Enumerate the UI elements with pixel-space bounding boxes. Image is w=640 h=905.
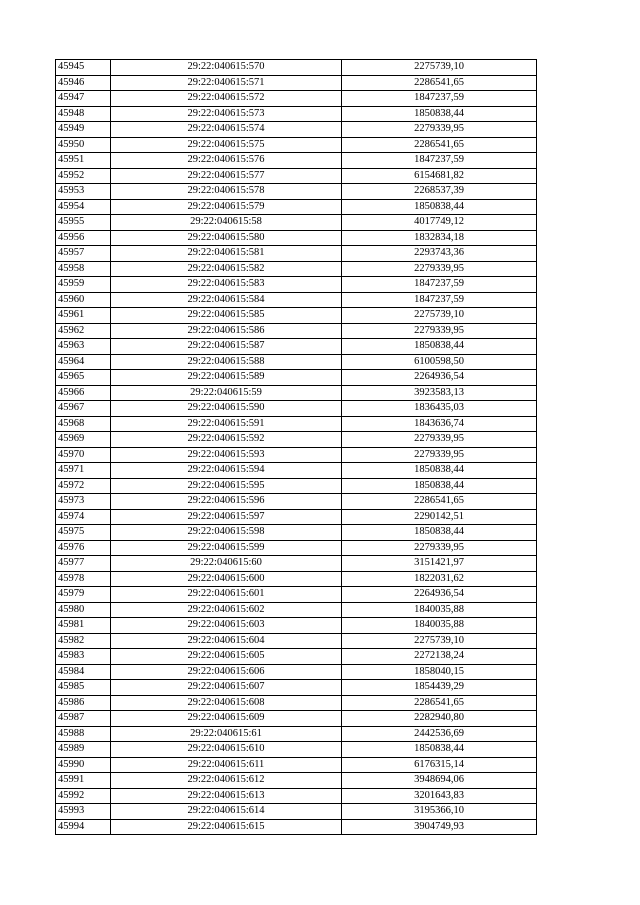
- cadastral-number-cell: 29:22:040615:589: [111, 370, 342, 386]
- table-row: [56, 246, 537, 262]
- cadastral-number-cell: 29:22:040615:609: [111, 711, 342, 727]
- cadastral-number-cell: 29:22:040615:61: [111, 726, 342, 742]
- cadastral-number-cell: 29:22:040615:58: [111, 215, 342, 231]
- cadastral-number-cell: 29:22:040615:605: [111, 649, 342, 665]
- cadastral-number-cell: 29:22:040615:614: [111, 804, 342, 820]
- row-number-cell: 45952: [56, 168, 111, 184]
- row-number-cell: 45951: [56, 153, 111, 169]
- table-row: [56, 292, 537, 308]
- cadastral-number-cell: 29:22:040615:592: [111, 432, 342, 448]
- value-cell: 2279339,95: [342, 540, 537, 556]
- table-row: [56, 633, 537, 649]
- cadastral-value-table: [55, 59, 537, 835]
- row-number-cell: 45960: [56, 292, 111, 308]
- table-row: [56, 742, 537, 758]
- cadastral-number-cell: 29:22:040615:60: [111, 556, 342, 572]
- value-cell: 2268537,39: [342, 184, 537, 200]
- row-number-cell: 45955: [56, 215, 111, 231]
- cadastral-number-cell: 29:22:040615:573: [111, 106, 342, 122]
- table-row: [56, 308, 537, 324]
- cadastral-number-cell: 29:22:040615:594: [111, 463, 342, 479]
- cadastral-number-cell: 29:22:040615:580: [111, 230, 342, 246]
- value-cell: 1850838,44: [342, 742, 537, 758]
- row-number-cell: 45957: [56, 246, 111, 262]
- table-row: [56, 370, 537, 386]
- cadastral-number-cell: 29:22:040615:577: [111, 168, 342, 184]
- row-number-cell: 45953: [56, 184, 111, 200]
- table-row: [56, 199, 537, 215]
- value-cell: 1840035,88: [342, 618, 537, 634]
- value-cell: 2279339,95: [342, 432, 537, 448]
- row-number-cell: 45963: [56, 339, 111, 355]
- cadastral-number-cell: 29:22:040615:602: [111, 602, 342, 618]
- table-row: [56, 525, 537, 541]
- table-row: [56, 726, 537, 742]
- cadastral-number-cell: 29:22:040615:598: [111, 525, 342, 541]
- value-cell: 2264936,54: [342, 370, 537, 386]
- row-number-cell: 45994: [56, 819, 111, 835]
- value-cell: 1850838,44: [342, 478, 537, 494]
- value-cell: 3195366,10: [342, 804, 537, 820]
- table-row: [56, 788, 537, 804]
- row-number-cell: 45948: [56, 106, 111, 122]
- row-number-cell: 45975: [56, 525, 111, 541]
- row-number-cell: 45959: [56, 277, 111, 293]
- table-row: [56, 137, 537, 153]
- value-cell: 2286541,65: [342, 137, 537, 153]
- cadastral-number-cell: 29:22:040615:608: [111, 695, 342, 711]
- value-cell: 3151421,97: [342, 556, 537, 572]
- cadastral-number-cell: 29:22:040615:601: [111, 587, 342, 603]
- value-cell: 1822031,62: [342, 571, 537, 587]
- value-cell: 1858040,15: [342, 664, 537, 680]
- table-row: [56, 680, 537, 696]
- row-number-cell: 45980: [56, 602, 111, 618]
- row-number-cell: 45964: [56, 354, 111, 370]
- cadastral-number-cell: 29:22:040615:606: [111, 664, 342, 680]
- row-number-cell: 45971: [56, 463, 111, 479]
- cadastral-number-cell: 29:22:040615:593: [111, 447, 342, 463]
- cadastral-number-cell: 29:22:040615:612: [111, 773, 342, 789]
- row-number-cell: 45946: [56, 75, 111, 91]
- table-row: [56, 711, 537, 727]
- row-number-cell: 45986: [56, 695, 111, 711]
- value-cell: 6100598,50: [342, 354, 537, 370]
- table-row: [56, 153, 537, 169]
- value-cell: 2286541,65: [342, 75, 537, 91]
- table-row: [56, 757, 537, 773]
- cadastral-number-cell: 29:22:040615:610: [111, 742, 342, 758]
- cadastral-number-cell: 29:22:040615:582: [111, 261, 342, 277]
- row-number-cell: 45966: [56, 385, 111, 401]
- row-number-cell: 45993: [56, 804, 111, 820]
- cadastral-number-cell: 29:22:040615:603: [111, 618, 342, 634]
- value-cell: 1847237,59: [342, 153, 537, 169]
- cadastral-number-cell: 29:22:040615:595: [111, 478, 342, 494]
- cadastral-number-cell: 29:22:040615:579: [111, 199, 342, 215]
- cadastral-number-cell: 29:22:040615:584: [111, 292, 342, 308]
- table-row: [56, 277, 537, 293]
- value-cell: 3201643,83: [342, 788, 537, 804]
- value-cell: 4017749,12: [342, 215, 537, 231]
- row-number-cell: 45988: [56, 726, 111, 742]
- table-row: [56, 354, 537, 370]
- row-number-cell: 45983: [56, 649, 111, 665]
- table-row: [56, 804, 537, 820]
- row-number-cell: 45967: [56, 401, 111, 417]
- row-number-cell: 45977: [56, 556, 111, 572]
- table-row: [56, 602, 537, 618]
- value-cell: 2264936,54: [342, 587, 537, 603]
- table-row: [56, 401, 537, 417]
- table-row: [56, 323, 537, 339]
- row-number-cell: 45950: [56, 137, 111, 153]
- cadastral-number-cell: 29:22:040615:599: [111, 540, 342, 556]
- table-row: [56, 463, 537, 479]
- table-row: [56, 230, 537, 246]
- row-number-cell: 45969: [56, 432, 111, 448]
- cadastral-number-cell: 29:22:040615:596: [111, 494, 342, 510]
- table-row: [56, 168, 537, 184]
- row-number-cell: 45954: [56, 199, 111, 215]
- value-cell: 2293743,36: [342, 246, 537, 262]
- row-number-cell: 45956: [56, 230, 111, 246]
- table-row: [56, 215, 537, 231]
- row-number-cell: 45972: [56, 478, 111, 494]
- value-cell: 3923583,13: [342, 385, 537, 401]
- cadastral-number-cell: 29:22:040615:583: [111, 277, 342, 293]
- cadastral-number-cell: 29:22:040615:607: [111, 680, 342, 696]
- cadastral-number-cell: 29:22:040615:613: [111, 788, 342, 804]
- row-number-cell: 45961: [56, 308, 111, 324]
- cadastral-number-cell: 29:22:040615:585: [111, 308, 342, 324]
- row-number-cell: 45976: [56, 540, 111, 556]
- table-row: [56, 649, 537, 665]
- table-row: [56, 618, 537, 634]
- value-cell: 2290142,51: [342, 509, 537, 525]
- value-cell: 2286541,65: [342, 494, 537, 510]
- table-row: [56, 60, 537, 76]
- value-cell: 1836435,03: [342, 401, 537, 417]
- table-row: [56, 509, 537, 525]
- table-body: [56, 60, 537, 835]
- value-cell: 2282940,80: [342, 711, 537, 727]
- value-cell: 1850838,44: [342, 525, 537, 541]
- table-row: [56, 478, 537, 494]
- row-number-cell: 45968: [56, 416, 111, 432]
- value-cell: 2275739,10: [342, 633, 537, 649]
- value-cell: 2272138,24: [342, 649, 537, 665]
- value-cell: 6154681,82: [342, 168, 537, 184]
- table-row: [56, 122, 537, 138]
- row-number-cell: 45945: [56, 60, 111, 76]
- table-row: [56, 432, 537, 448]
- value-cell: 1850838,44: [342, 339, 537, 355]
- cadastral-number-cell: 29:22:040615:600: [111, 571, 342, 587]
- row-number-cell: 45978: [56, 571, 111, 587]
- row-number-cell: 45958: [56, 261, 111, 277]
- row-number-cell: 45962: [56, 323, 111, 339]
- row-number-cell: 45947: [56, 91, 111, 107]
- cadastral-number-cell: 29:22:040615:587: [111, 339, 342, 355]
- cadastral-number-cell: 29:22:040615:590: [111, 401, 342, 417]
- value-cell: 3904749,93: [342, 819, 537, 835]
- value-cell: 1847237,59: [342, 292, 537, 308]
- row-number-cell: 45989: [56, 742, 111, 758]
- table-row: [56, 819, 537, 835]
- value-cell: 2286541,65: [342, 695, 537, 711]
- row-number-cell: 45990: [56, 757, 111, 773]
- row-number-cell: 45992: [56, 788, 111, 804]
- table-row: [56, 571, 537, 587]
- cadastral-number-cell: 29:22:040615:604: [111, 633, 342, 649]
- value-cell: 1840035,88: [342, 602, 537, 618]
- row-number-cell: 45991: [56, 773, 111, 789]
- table-row: [56, 447, 537, 463]
- row-number-cell: 45984: [56, 664, 111, 680]
- table-row: [56, 540, 537, 556]
- table-row: [56, 106, 537, 122]
- row-number-cell: 45970: [56, 447, 111, 463]
- value-cell: 3948694,06: [342, 773, 537, 789]
- cadastral-number-cell: 29:22:040615:615: [111, 819, 342, 835]
- value-cell: 6176315,14: [342, 757, 537, 773]
- cadastral-number-cell: 29:22:040615:581: [111, 246, 342, 262]
- value-cell: 1832834,18: [342, 230, 537, 246]
- cadastral-number-cell: 29:22:040615:586: [111, 323, 342, 339]
- value-cell: 2279339,95: [342, 447, 537, 463]
- table-row: [56, 587, 537, 603]
- cadastral-number-cell: 29:22:040615:575: [111, 137, 342, 153]
- cadastral-number-cell: 29:22:040615:591: [111, 416, 342, 432]
- cadastral-number-cell: 29:22:040615:59: [111, 385, 342, 401]
- value-cell: 2279339,95: [342, 323, 537, 339]
- value-cell: 1847237,59: [342, 277, 537, 293]
- value-cell: 1854439,29: [342, 680, 537, 696]
- row-number-cell: 45985: [56, 680, 111, 696]
- table-row: [56, 695, 537, 711]
- row-number-cell: 45982: [56, 633, 111, 649]
- value-cell: 1850838,44: [342, 106, 537, 122]
- table-row: [56, 773, 537, 789]
- table-row: [56, 91, 537, 107]
- cadastral-number-cell: 29:22:040615:578: [111, 184, 342, 200]
- table-row: [56, 416, 537, 432]
- row-number-cell: 45965: [56, 370, 111, 386]
- cadastral-number-cell: 29:22:040615:570: [111, 60, 342, 76]
- value-cell: 1850838,44: [342, 199, 537, 215]
- value-cell: 1843636,74: [342, 416, 537, 432]
- value-cell: 2275739,10: [342, 308, 537, 324]
- value-cell: 2442536,69: [342, 726, 537, 742]
- table-row: [56, 664, 537, 680]
- row-number-cell: 45973: [56, 494, 111, 510]
- row-number-cell: 45981: [56, 618, 111, 634]
- table-row: [56, 184, 537, 200]
- table-row: [56, 494, 537, 510]
- table-row: [56, 556, 537, 572]
- cadastral-number-cell: 29:22:040615:571: [111, 75, 342, 91]
- value-cell: 2275739,10: [342, 60, 537, 76]
- cadastral-number-cell: 29:22:040615:576: [111, 153, 342, 169]
- row-number-cell: 45974: [56, 509, 111, 525]
- table-row: [56, 339, 537, 355]
- cadastral-number-cell: 29:22:040615:611: [111, 757, 342, 773]
- value-cell: 1847237,59: [342, 91, 537, 107]
- value-cell: 2279339,95: [342, 261, 537, 277]
- table-row: [56, 385, 537, 401]
- cadastral-number-cell: 29:22:040615:572: [111, 91, 342, 107]
- table-row: [56, 261, 537, 277]
- row-number-cell: 45987: [56, 711, 111, 727]
- row-number-cell: 45949: [56, 122, 111, 138]
- value-cell: 1850838,44: [342, 463, 537, 479]
- row-number-cell: 45979: [56, 587, 111, 603]
- value-cell: 2279339,95: [342, 122, 537, 138]
- cadastral-number-cell: 29:22:040615:597: [111, 509, 342, 525]
- cadastral-number-cell: 29:22:040615:574: [111, 122, 342, 138]
- cadastral-number-cell: 29:22:040615:588: [111, 354, 342, 370]
- table-row: [56, 75, 537, 91]
